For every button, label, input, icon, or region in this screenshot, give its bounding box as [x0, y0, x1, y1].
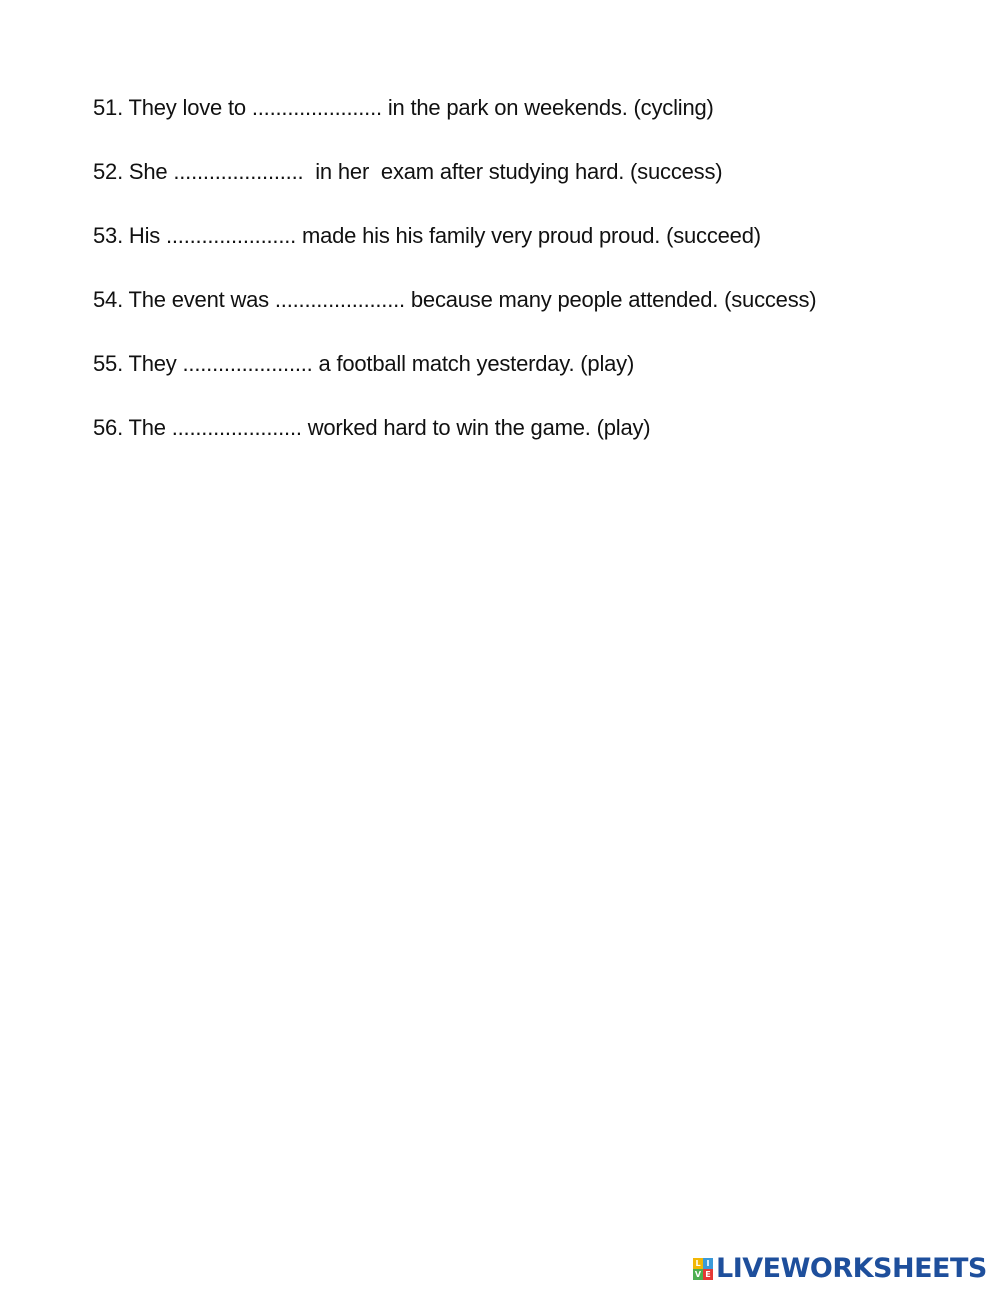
worksheet-body [93, 92, 973, 476]
question-56: 56. The ...................... worked hard to win the game. (play) [93, 415, 651, 440]
question-52: 52. She ...................... in her exam after studying hard. (success) [93, 159, 723, 184]
liveworksheets-logo [693, 1253, 987, 1284]
question-51: 51. They love to ...................... in the park on weekends. (cycling) [93, 95, 714, 120]
logo-badge-letter: L [693, 1258, 703, 1269]
logo-text: LIVEWORKSHEETS [716, 1253, 987, 1284]
logo-badge-icon [693, 1258, 713, 1280]
question-55: 55. They ...................... a football match yesterday. (play) [93, 351, 635, 376]
question-54: 54. The event was ...................... because many people attended. (success) [93, 287, 817, 312]
question-53: 53. His ...................... made his his family very proud proud. (succeed) [93, 223, 761, 248]
logo-badge-letter: I [703, 1258, 713, 1269]
logo-badge-letter: V [694, 1270, 702, 1279]
logo-badge-letter: E [703, 1269, 713, 1280]
